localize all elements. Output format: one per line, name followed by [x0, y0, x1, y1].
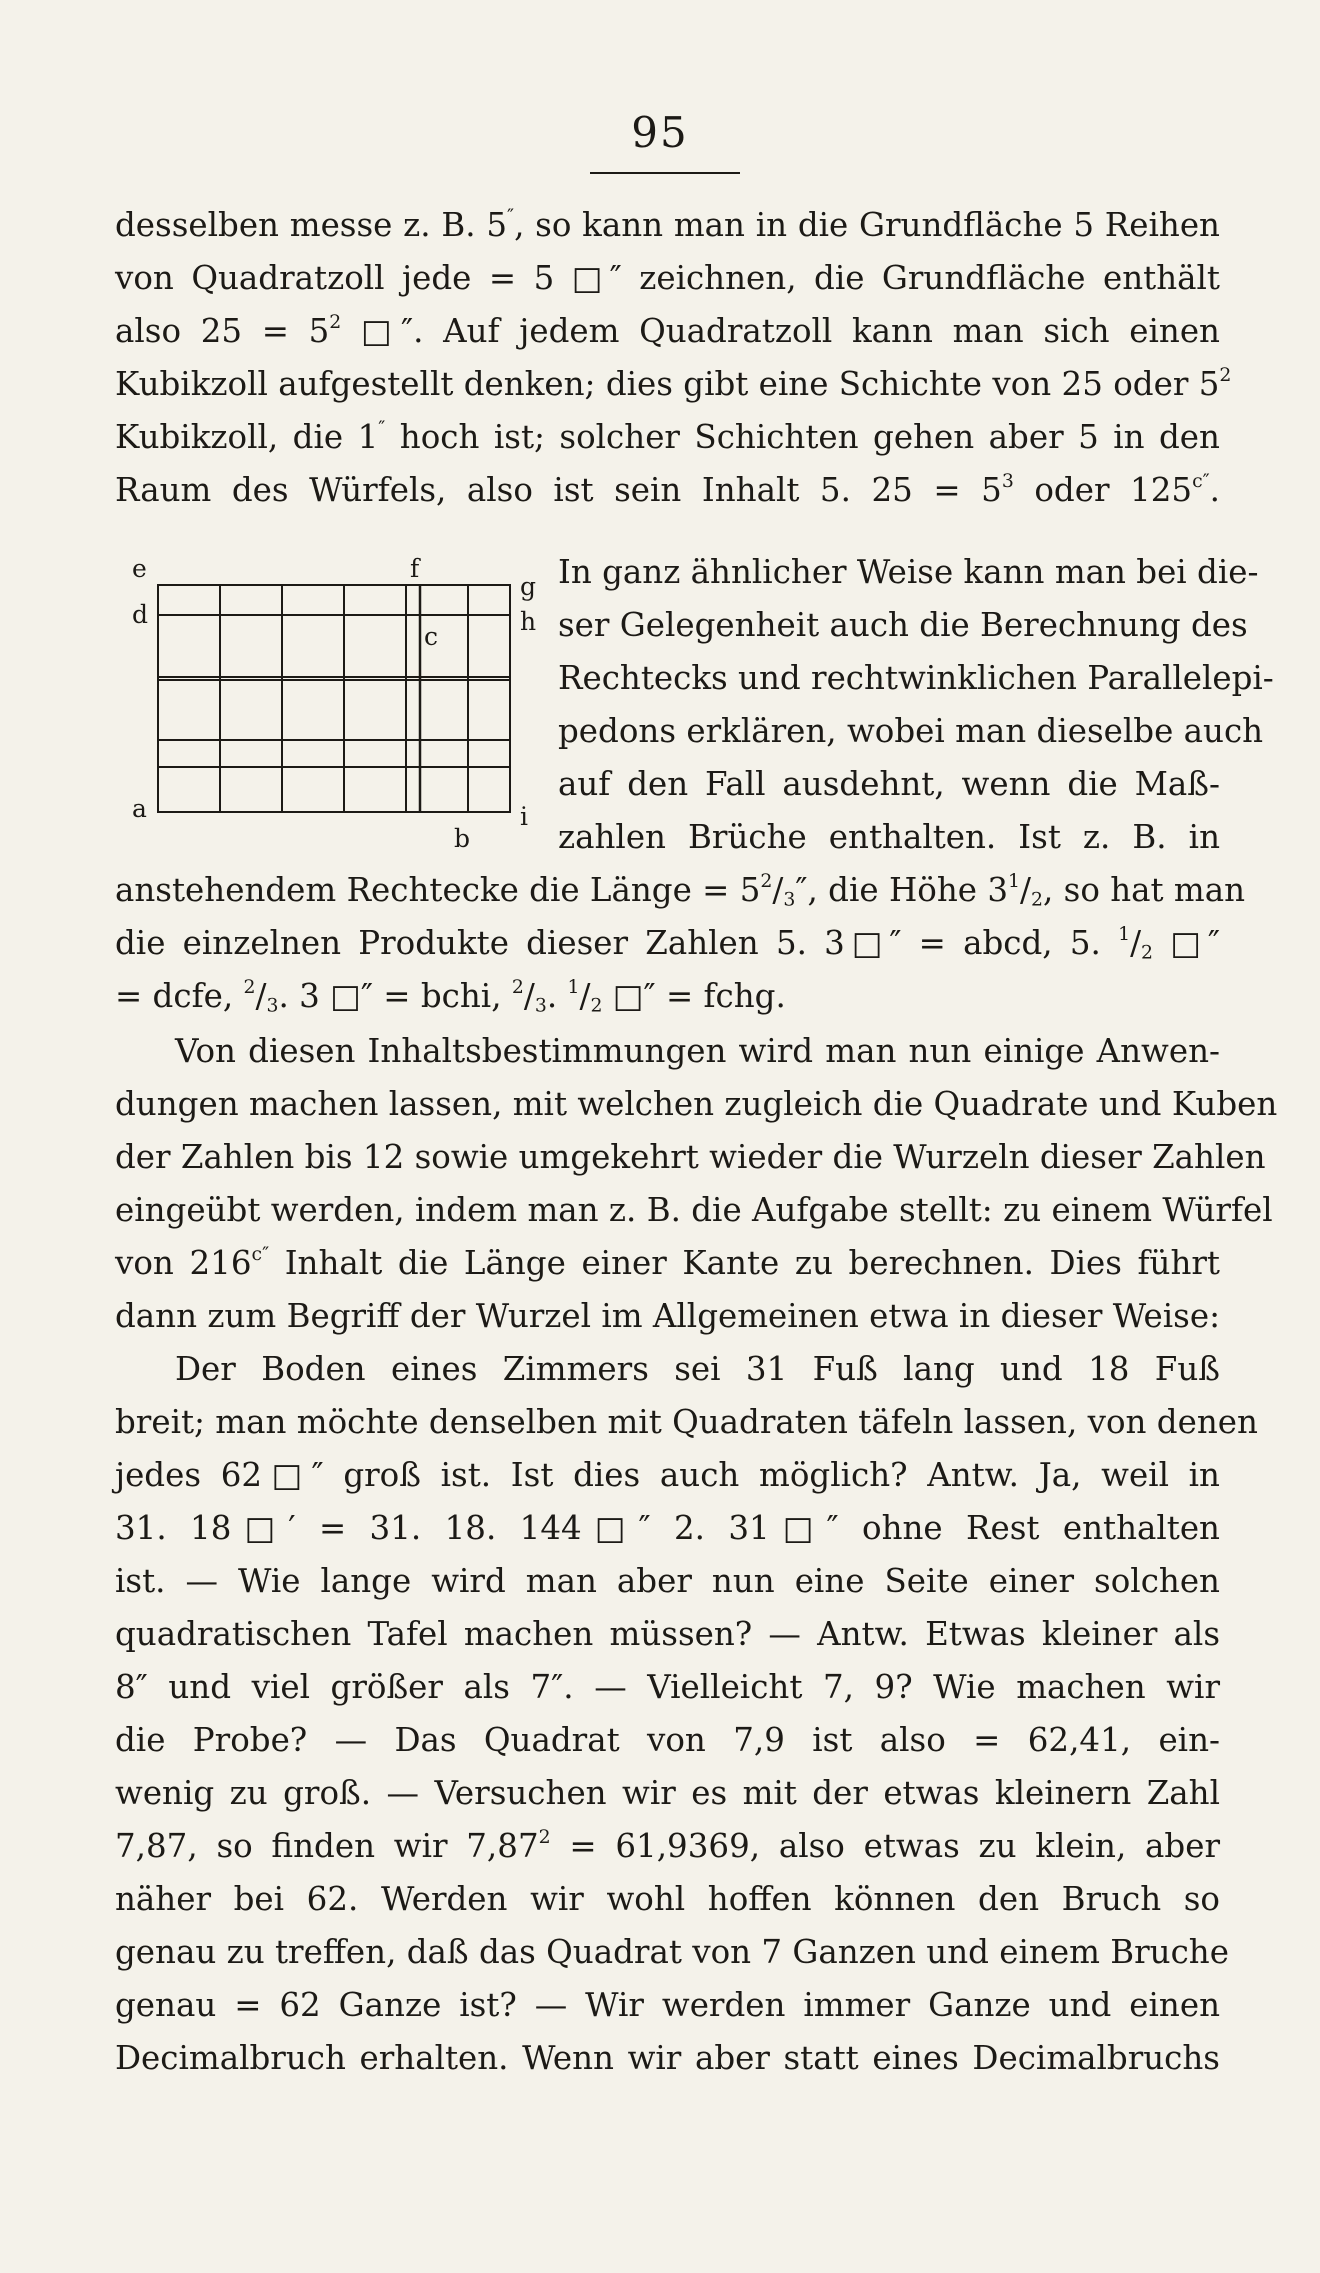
text-line: desselben messe z. B. 5″, so kann man in die Grundfläche 5 Reihen: [115, 205, 1220, 244]
rectangle-grid-diagram: [120, 555, 550, 855]
text-line: Der Boden eines Zimmers sei 31 Fuß lang und 18 Fuß: [175, 1350, 1220, 1388]
label-a: a: [132, 794, 147, 823]
text-line: genau zu treffen, daß das Quadrat von 7 Ganzen und einem Bruche: [115, 1933, 1229, 1971]
text-line: genau = 62 Ganze ist? — Wir werden immer Ganze und einen: [115, 1986, 1220, 2024]
text-line: Kubikzoll aufgestellt denken; dies gibt eine Schichte von 25 oder $5^2$: [115, 364, 1232, 403]
label-c: c: [424, 622, 439, 651]
text-line: der Zahlen bis 12 sowie umgekehrt wieder die Wurzeln dieser Zahlen: [115, 1138, 1266, 1176]
text-line: ist. — Wie lange wird man aber nun eine Seite einer solchen: [115, 1562, 1220, 1600]
text-line: Von diesen Inhaltsbestimmungen wird man nun einige Anwen-: [175, 1032, 1220, 1070]
text-line: Rechtecks und rechtwinklichen Parallelepi-: [558, 659, 1274, 697]
header-rule: [590, 172, 740, 174]
page-number: 95: [631, 108, 689, 157]
label-b: b: [454, 824, 471, 853]
text-line: auf den Fall ausdehnt, wenn die Maß-: [558, 765, 1220, 803]
label-e: e: [132, 555, 147, 583]
text-line: dann zum Begriff der Wurzel im Allgemeinen etwa in dieser Weise:: [115, 1297, 1221, 1335]
text-line: die einzelnen Produkte dieser Zahlen 5. 3□″ = abcd, 5. $^1/_2$ □″: [115, 923, 1220, 964]
label-h: h: [520, 607, 537, 636]
label-g: g: [520, 572, 537, 601]
text-line: quadratischen Tafel machen müssen? — Antw. Etwas kleiner als: [115, 1615, 1220, 1653]
text-line: 7,87, so finden wir $7,87^2 = 61,9369$, also etwas zu klein, aber: [115, 1826, 1220, 1865]
text-line: von Quadratzoll jede = 5 □″ zeichnen, die Grundfläche enthält: [115, 259, 1220, 297]
label-i: i: [520, 802, 528, 831]
text-line: anstehendem Rechtecke die Länge = $5^2/_3''$, die Höhe $3^1/_2$, so hat man: [115, 870, 1246, 911]
label-d: d: [132, 600, 149, 629]
text-line: von $216^{c''}$ Inhalt die Länge einer Kante zu berechnen. Dies führt: [115, 1243, 1220, 1282]
text-line: Raum des Würfels, also ist sein Inhalt 5. $25 = 5^3$ oder $125^{c''}$.: [115, 470, 1220, 509]
text-line: pedons erklären, wobei man dieselbe auch: [558, 712, 1264, 750]
text-line: wenig zu groß. — Versuchen wir es mit der etwas kleinern Zahl: [115, 1774, 1220, 1812]
text-line: 31. 18□′ = 31. 18. 144□″ 2. 31□″ ohne Rest enthalten: [115, 1509, 1220, 1547]
text-line: eingeübt werden, indem man z. B. die Aufgabe stellt: zu einem Würfel: [115, 1191, 1273, 1229]
text-line: jedes 62□″ groß ist. Ist dies auch möglich? Antw. Ja, weil in: [115, 1456, 1220, 1494]
text-line: breit; man möchte denselben mit Quadraten täfeln lassen, von denen: [115, 1403, 1258, 1441]
text-line: Kubikzoll, die 1″ hoch ist; solcher Schichten gehen aber 5 in den: [115, 417, 1220, 456]
rectangle-figure: [120, 555, 550, 855]
text-line: näher bei 62. Werden wir wohl hoffen können den Bruch so: [115, 1880, 1220, 1918]
text-line: ser Gelegenheit auch die Berechnung des: [558, 606, 1248, 644]
text-line: = dcfe, $^2/_3$. 3 □″ = bchi, $^2/_3$. $^1/_2$ □″ = fchg.: [115, 976, 786, 1017]
text-line: die Probe? — Das Quadrat von 7,9 ist also = 62,41, ein-: [115, 1721, 1220, 1759]
text-line: dungen machen lassen, mit welchen zugleich die Quadrate und Kuben: [115, 1085, 1278, 1123]
label-f: f: [410, 555, 420, 583]
text-line: zahlen Brüche enthalten. Ist z. B. in: [558, 818, 1220, 856]
text-line: 8″ und viel größer als 7″. — Vielleicht 7, 9? Wie machen wir: [115, 1668, 1220, 1706]
text-line: In ganz ähnlicher Weise kann man bei die-: [558, 553, 1259, 591]
text-line: also $25 = 5^2$ □″. Auf jedem Quadratzoll kann man sich einen: [115, 311, 1220, 350]
outer-rectangle: [158, 585, 510, 812]
text-line: Decimalbruch erhalten. Wenn wir aber statt eines Decimalbruchs: [115, 2039, 1220, 2077]
